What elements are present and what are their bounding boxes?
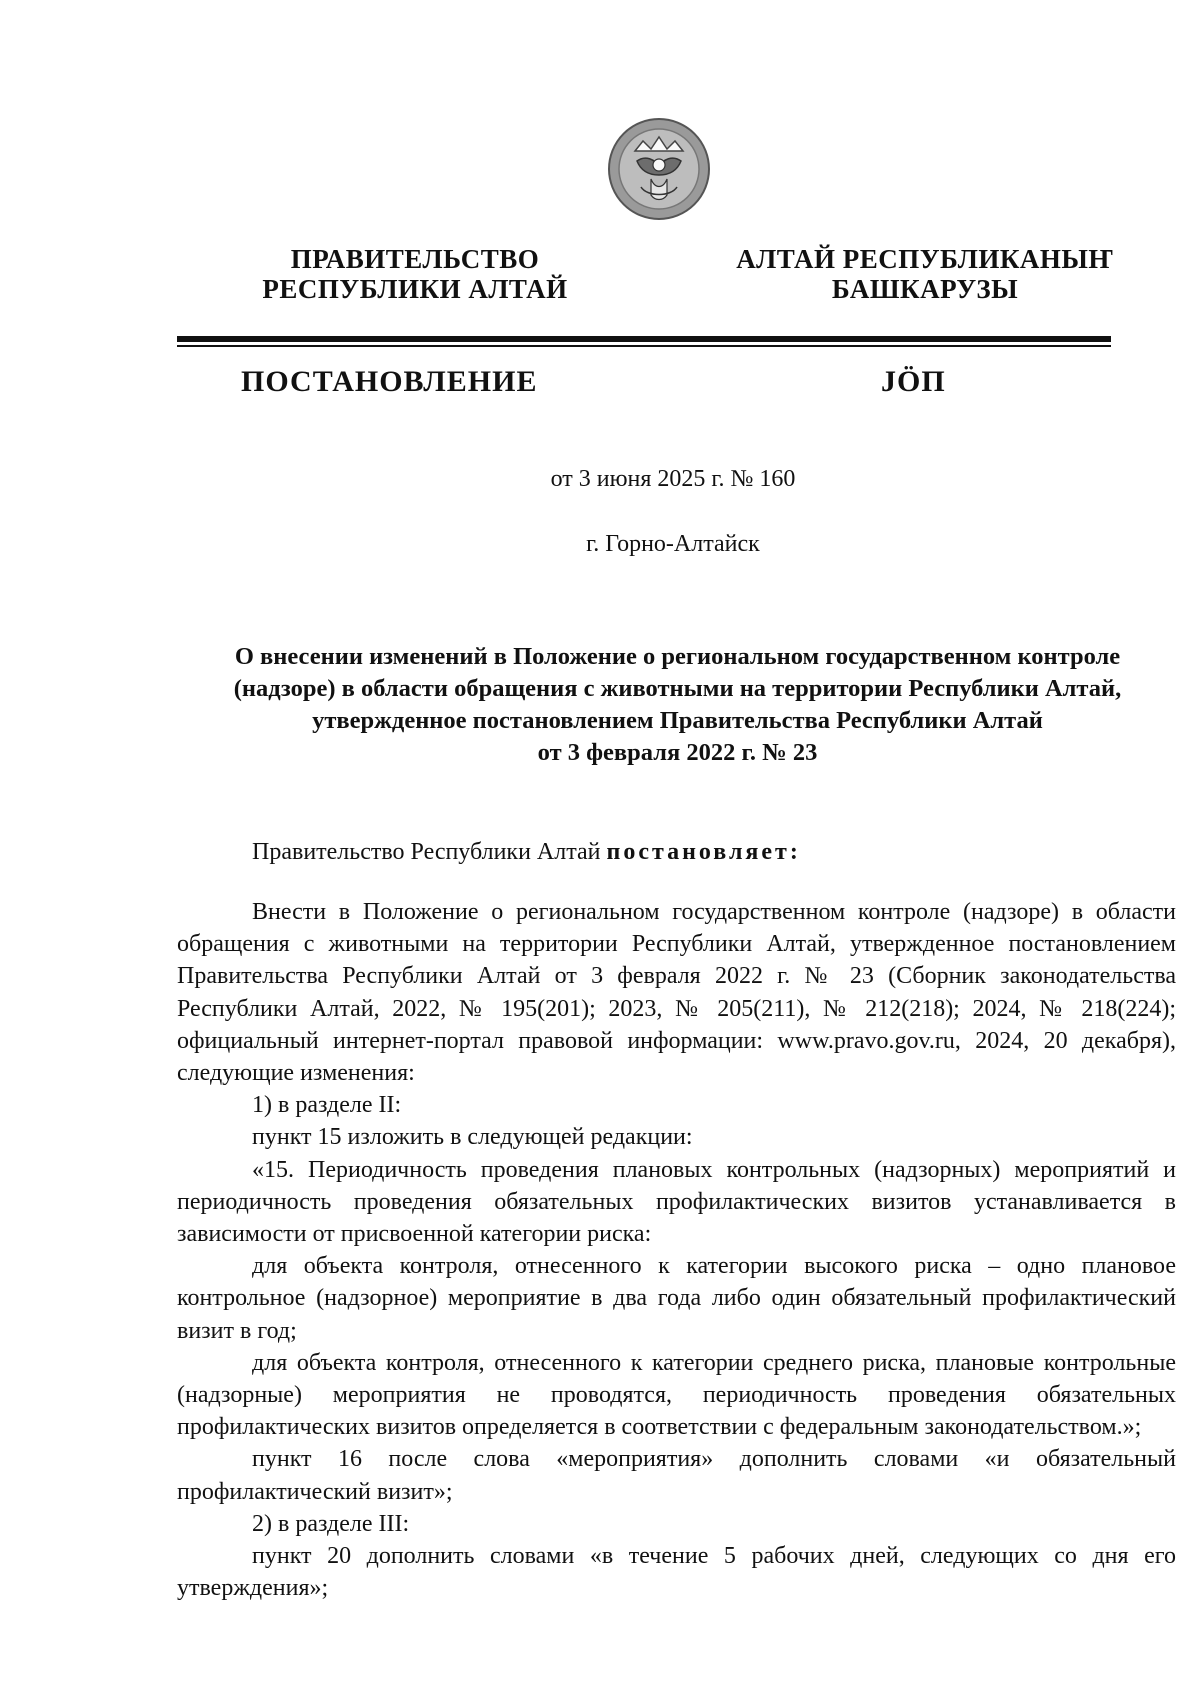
org-name-altai-line2: БАШКАРУЗЫ: [831, 274, 1019, 304]
title-line1: О внесении изменений в Положение о региональном государственном контроле: [234, 643, 1121, 670]
org-name-russian-line2: РЕСПУБЛИКИ АЛТАЙ: [262, 274, 568, 304]
org-name-altai: [725, 244, 1125, 304]
doctype-altai: JӦП: [881, 365, 946, 398]
decree-prefix: Правительство Республики Алтай: [252, 839, 607, 865]
body-paragraph: для объекта контроля, отнесенного к категории высокого риска – одно плановое контрольное (надзорное) мероприятие в два года либо один обязательный профилактический визит в год;: [177, 1253, 1176, 1344]
decree-statement: [252, 839, 801, 866]
header-divider-thick: [177, 336, 1111, 342]
title-line4: от 3 февраля 2022 г. № 23: [537, 739, 818, 766]
body-paragraph: «15. Периодичность проведения плановых контрольных (надзорных) мероприятий и периодичность проведения обязательных профилактических визитов устанавливается в зависимости от присвоенной категории риска:: [177, 1156, 1176, 1248]
body-paragraph: 2) в разделе III:: [252, 1510, 410, 1537]
document-date-number: от 3 июня 2025 г. № 160: [550, 466, 796, 492]
body-paragraph: пункт 20 дополнить словами «в течение 5 рабочих дней, следующих со дня его утверждения»;: [177, 1543, 1176, 1602]
org-name-russian-line1: ПРАВИТЕЛЬСТВО: [290, 244, 540, 274]
doctype-russian: ПОСТАНОВЛЕНИЕ: [241, 365, 538, 398]
coat-of-arms-icon: [607, 117, 711, 221]
body-paragraph: пункт 15 изложить в следующей редакции:: [252, 1124, 693, 1151]
document-title: [177, 641, 1178, 769]
org-name-russian: [215, 244, 615, 304]
body-paragraph: Внести в Положение о региональном государственном контроле (надзоре) в области обращения с животными на территории Республики Алтай, утвержденное постановлением Правительства Республики Алтай от 3 февраля 2022 г. № 23 (Сборник законодательства Республики Алтай, 2022, № 195(201); 2023, № 205(211), № 212(218); 2024, № 218(224); официальный интернет-портал правовой информации: www.pravo.gov.ru, 2024, 20 декабря), следующие изменения:: [177, 899, 1176, 1087]
title-line3: утвержденное постановлением Правительства Республики Алтай: [312, 707, 1043, 734]
org-name-altai-line1: АЛТАЙ РЕСПУБЛИКАНЫҤ: [736, 244, 1114, 274]
document-city: г. Горно-Алтайск: [586, 531, 760, 557]
decree-verb: постановляет:: [606, 839, 801, 865]
document-body: [177, 896, 1176, 1604]
title-line2: (надзоре) в области обращения с животными на территории Республики Алтай,: [233, 675, 1122, 702]
body-paragraph: для объекта контроля, отнесенного к категории среднего риска, плановые контрольные (надзорные) мероприятия не проводятся, периодичность проведения обязательных профилактических визитов определяется в соответствии с федеральным законодательством.»;: [177, 1349, 1176, 1441]
header-divider-thin: [177, 345, 1111, 347]
body-paragraph: 1) в разделе II:: [252, 1092, 402, 1119]
body-paragraph: пункт 16 после слова «мероприятия» дополнить словами «и обязательный профилактический визит»;: [177, 1446, 1176, 1505]
